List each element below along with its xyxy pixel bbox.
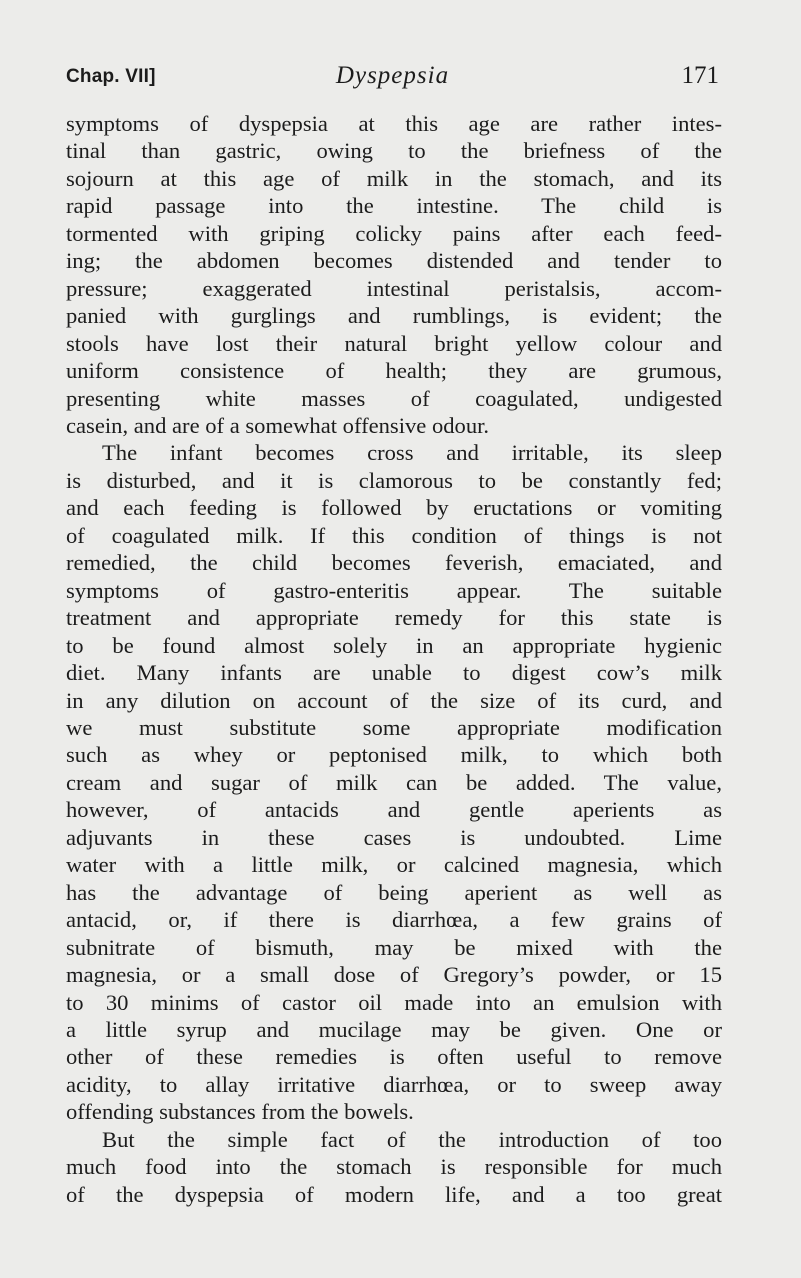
text-line: magnesia, or a small dose of Gregory’s powder, or 15 [66,962,722,988]
text-line: rapid passage into the intestine. The child is [66,193,722,219]
text-line: diet. Many infants are unable to digest cow’s milk [66,660,722,686]
text-line: remedied, the child becomes feverish, emaciated, and [66,550,722,576]
text-line: offending substances from the bowels. [66,1099,414,1125]
paragraph [66,439,722,1125]
text-line: of coagulated milk. If this condition of things is not [66,522,722,548]
text-line: of the dyspepsia of modern life, and a too great [66,1181,722,1207]
text-line: to be found almost solely in an appropriate hygienic [66,632,722,658]
text-line: treatment and appropriate remedy for this state is [66,605,722,631]
text-line: But the simple fact of the introduction of too [102,1126,722,1152]
text-line: symptoms of dyspepsia at this age are rather intes- [66,111,722,136]
text-line: tinal than gastric, owing to the briefness of the [66,138,722,164]
text-line: we must substitute some appropriate modification [66,714,722,740]
text-line: acidity, to allay irritative diarrhœa, or to sweep away [66,1071,722,1097]
text-line: has the advantage of being aperient as well as [66,879,722,905]
text-line: other of these remedies is often useful to remove [66,1044,722,1070]
text-line: subnitrate of bismuth, may be mixed with the [66,934,722,960]
text-line: The infant becomes cross and irritable, its sleep [102,440,722,466]
text-line: panied with gurglings and rumblings, is evident; the [66,303,722,329]
text-line: symptoms of gastro-enteritis appear. The suitable [66,577,722,603]
text-line: in any dilution on account of the size of its curd, and [66,687,722,713]
text-line: cream and sugar of milk can be added. The value, [66,769,722,795]
text-line: adjuvants in these cases is undoubted. Lime [66,824,722,850]
text-line: a little syrup and mucilage may be given. One or [66,1016,722,1042]
chapter-label: Chap. VII] [66,66,156,87]
text-line: stools have lost their natural bright yellow colour and [66,330,722,356]
page-title: Dyspepsia [335,62,450,89]
text-line: however, of antacids and gentle aperients as [66,797,722,823]
text-line: ing; the abdomen becomes distended and tender to [66,248,722,274]
text-line: antacid, or, if there is diarrhœa, a few grains of [66,907,722,933]
text-line: uniform consistence of health; they are grumous, [66,358,722,384]
text-line: water with a little milk, or calcined magnesia, which [66,852,722,878]
text-line: to 30 minims of castor oil made into an emulsion with [66,989,722,1015]
body-text [66,110,722,1208]
page-number: 171 [681,62,719,89]
paragraph [66,110,722,439]
text-line: presenting white masses of coagulated, undigested [66,385,722,411]
text-line: sojourn at this age of milk in the stomach, and its [66,165,722,191]
text-line: such as whey or peptonised milk, to which both [66,742,722,768]
running-head [66,62,719,96]
text-line: tormented with griping colicky pains after each feed- [66,220,722,246]
text-line: pressure; exaggerated intestinal peristalsis, accom- [66,275,722,301]
text-line: is disturbed, and it is clamorous to be constantly fed; [66,467,722,493]
text-line: much food into the stomach is responsible for much [66,1154,722,1180]
text-line: and each feeding is followed by eructations or vomiting [66,495,722,521]
paragraph [66,1126,722,1208]
text-line: casein, and are of a somewhat offensive odour. [66,412,490,438]
